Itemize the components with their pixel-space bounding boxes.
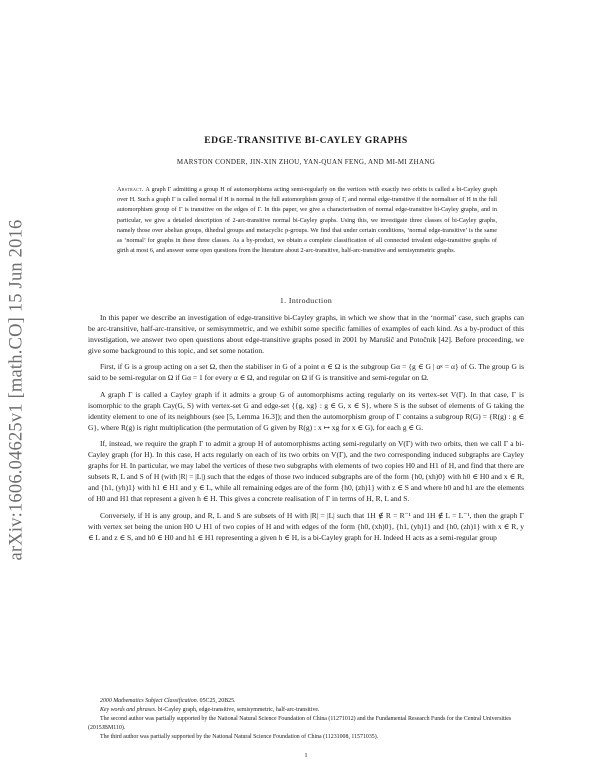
footnote-keywords-text: bi-Cayley graph, edge-transitive, semisymmetric, half-arc-transitive. bbox=[156, 707, 320, 713]
footnote-support-third-author: The third author was partially supported by the National Natural Science Foundation of China (11231008, 11571035). bbox=[100, 734, 379, 740]
footnote-msc-label: 2000 Mathematics Subject Classification. bbox=[100, 698, 199, 704]
footnote-keywords bbox=[88, 706, 524, 715]
paper-authors: MARSTON CONDER, JIN-XIN ZHOU, YAN-QUAN FENG, AND MI-MI ZHANG bbox=[176, 158, 436, 166]
footnote-msc bbox=[88, 697, 524, 706]
body-text bbox=[88, 312, 524, 548]
page-number: 1 bbox=[304, 752, 308, 759]
paper-title: EDGE-TRANSITIVE BI-CAYLEY GRAPHS bbox=[204, 135, 408, 146]
abstract-text: A graph Γ admitting a group H of automorphisms acting semi-regularly on the vertices with exactly two orbits is called a bi-Cayley graph over H. Such a graph Γ is called normal if H is normal in the full automorphism group of Γ, and normal edge-transitive if the normaliser of H in the full automorphism group of Γ is transitive on the edges of Γ. In this paper, we give a characterisation of normal edge-transitive bi-Cayley graphs, and in particular, we give a detailed description of 2-arc-transitive normal bi-Cayley graphs. Using this, we investigate three classes of bi-Cayley graphs, namely those over abelian groups, dihedral groups and metacyclic p-groups. We find that under certain conditions, ‘normal edge-transitive’ is the same as ‘normal’ for graphs in these three classes. As a by-product, we obtain a complete classification of all connected trivalent edge-transitive graphs of girth at most 6, and answer some open questions from the literature about 2-arc-transitive, half-arc-transitive and semisymmetric graphs. bbox=[117, 186, 497, 255]
section-heading-introduction: 1. Introduction bbox=[279, 296, 333, 305]
footnote-msc-text: 05C25, 20B25. bbox=[198, 698, 236, 704]
abstract-label: Abstract. bbox=[117, 186, 144, 193]
paragraph: Conversely, if H is any group, and R, L and S are subsets of H with |R| = |L| such that 1H ∉ R = R⁻¹ and 1H ∉ L = L⁻¹, then the graph Γ with vertex set being the union H0 ∪ H1 of two copies of H and with edges of the form {h0, (xh)0}, {h1, (yh)1} and {h0, (zh)1} with x ∈ R, y ∈ L and z ∈ S, and h0 ∈ H0 and h1 ∈ H1 representing a given h ∈ H, is a bi-Cayley graph for H. Indeed H acts as a semi-regular group bbox=[88, 510, 524, 542]
footnote-support-second-author: The second author was partially supported by the National Natural Science Foundation of China (11271012) and the Fundamental Research Funds for the Central Universities (2015JBM110). bbox=[88, 716, 512, 731]
paragraph: First, if G is a group acting on a set Ω, then the stabiliser in G of a point α ∈ Ω is the subgroup Gα = {g ∈ G | αᵍ = α} of G. The group G is said to be semi-regular on Ω if Gα = 1 for every α ∈ Ω, and regular on Ω if G is transitive and semi-regular on Ω. bbox=[88, 362, 524, 383]
footnote-keywords-label: Key words and phrases. bbox=[100, 707, 157, 713]
paragraph: If, instead, we require the graph Γ to admit a group H of automorphisms acting semi-regularly on V(Γ) with two orbits, then we call Γ a bi-Cayley graph (for H). In this case, H acts regularly on each of its two orbits on V(Γ), and the two corresponding induced subgraphs are Cayley graphs for H. In particular, we may label the vertices of these two subgraphs with elements of two copies H0 and H1 of H, and find that there are subsets R, L and S of H (with |R| = |L|) such that the edges of those two induced subgraphs are of the form {h0, (xh)0} with h0 ∈ H0 and x ∈ R, and {h1, (yh)1} with h1 ∈ H1 and y ∈ L, while all remaining edges are of the form {h0, (zh)1} with z ∈ S and where h0 and h1 are the elements of H0 and H1 that represent a given h ∈ H. This gives a concrete realisation of Γ in terms of H, R, L and S. bbox=[88, 438, 524, 504]
paragraph: In this paper we describe an investigation of edge-transitive bi-Cayley graphs, in which we show that in the ‘normal’ case, such graphs can be arc-transitive, half-arc-transitive, or semisymmetric, and we exhibit some specific families of examples of each kind. As a by-product of this investigation, we answer two open questions about edge-transitive graphs posed in 2001 by Marušič and Potočnik [42]. Before proceeding, we give some background to this topic, and set some notation. bbox=[88, 313, 524, 356]
paragraph: A graph Γ is called a Cayley graph if it admits a group G of automorphisms acting regularly on its vertex-set V(Γ). In that case, Γ is isomorphic to the graph Cay(G, S) with vertex-set G and edge-set {{g, xg} : g ∈ G, x ∈ S}, where S is the subset of elements of G taking the identity element to one of its neighbours (see [5, Lemma 16.3]); and then the automorphism group of Γ contains a subgroup R(G) = {R(g) : g ∈ G}, where R(g) is right multiplication (the permutation of G given by R(g) : x ↦ xg for x ∈ G), for each g ∈ G. bbox=[88, 389, 524, 432]
arxiv-sidebar-stamp bbox=[2, 180, 32, 600]
footnotes bbox=[88, 697, 524, 742]
arxiv-identifier: arXiv:1606.04625v1 [math.CO] 15 Jun 2016 bbox=[6, 219, 27, 561]
abstract bbox=[117, 185, 497, 256]
